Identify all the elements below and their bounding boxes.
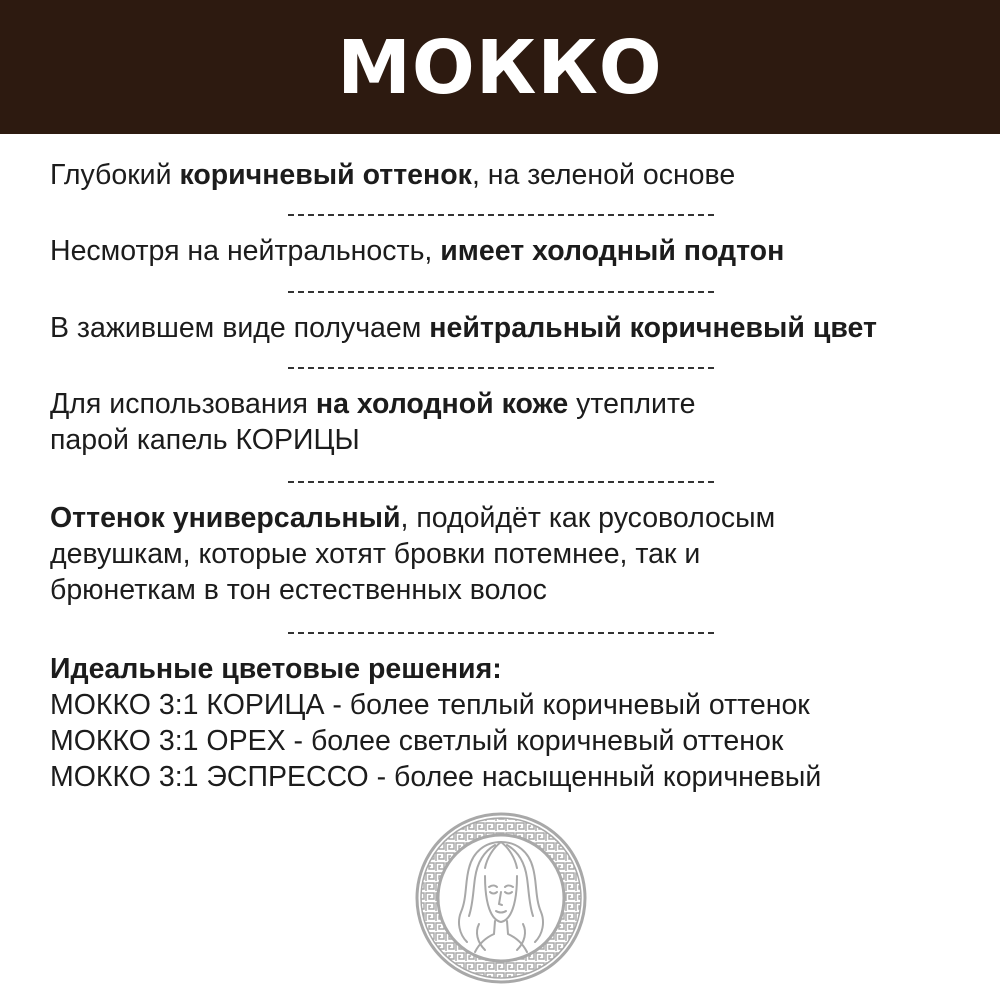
dashed-divider [288,367,714,369]
color-solution-item: МОККО 3:1 ОРЕХ - более светлый коричневый оттенок [50,725,784,757]
dashed-divider [288,632,714,634]
dashed-divider [288,291,714,293]
color-solutions [50,651,821,795]
color-solution-item: МОККО 3:1 КОРИЦА - более теплый коричневый оттенок [50,689,810,721]
dashed-divider [288,214,714,216]
dashed-divider [288,481,714,483]
feature-line-3: В зажившем виде получаем нейтральный коричневый цвет [50,312,877,344]
feature-line-1: Глубокий коричневый оттенок, на зеленой основе [50,159,736,191]
feature-line-2: Несмотря на нейтральность, имеет холодный подтон [50,235,785,267]
color-solution-item: МОККО 3:1 ЭСПРЕССО - более насыщенный коричневый [50,761,822,793]
feature-line-5: Оттенок универсальный, подойдёт как русоволосым девушкам, которые хотят бровки потемнее, так и брюнеткам в тон естественных волос [50,502,776,606]
greek-goddess-medallion-icon [415,812,587,984]
color-solutions-heading: Идеальные цветовые решения: [50,653,502,685]
page-title: МОККО [337,25,663,111]
header-banner [0,0,1000,134]
feature-line-4: Для использования на холодной коже утеплите парой капель КОРИЦЫ [50,388,696,456]
